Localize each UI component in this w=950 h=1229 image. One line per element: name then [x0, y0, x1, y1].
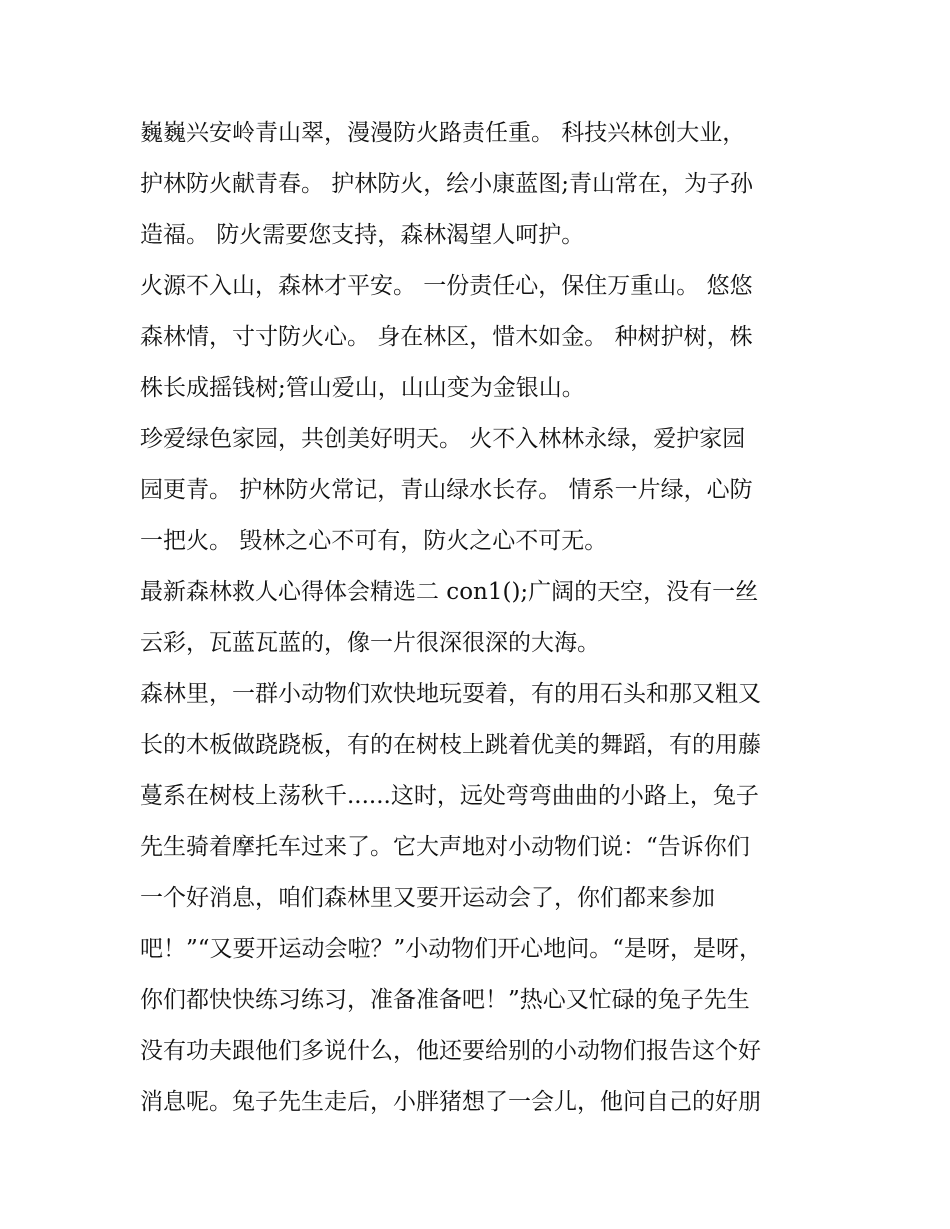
text-line: 珍爱绿色家园，共创美好明天。 火不入林林永绿，爱护家园	[140, 426, 746, 452]
text-line: 你们都快快练习练习，准备准备吧！”热心又忙碌的兔子先生	[140, 987, 750, 1013]
text-line: 吧！”“又要开运动会啦？”小动物们开心地问。“是呀，是呀，	[140, 936, 763, 962]
text-line: 消息呢。兔子先生走后，小胖猪想了一会儿，他问自己的好朋	[140, 1089, 761, 1115]
text-line: 株长成摇钱树;管山爱山，山山变为金银山。	[140, 375, 585, 401]
text-line: 长的木板做跷跷板，有的在树枝上跳着优美的舞蹈，有的用藤	[140, 732, 761, 758]
text-line: 最新森林救人心得体会精选二 con1();广阔的天空，没有一丝	[140, 579, 759, 605]
text-line: 火源不入山，森林才平安。 一份责任心，保住万重山。 悠悠	[140, 273, 753, 299]
text-line: 森林情，寸寸防火心。 身在林区，惜木如金。 种树护树，株	[140, 324, 753, 350]
text-line: 一个好消息，咱们森林里又要开运动会了，你们都来参加	[140, 885, 715, 911]
text-line: 先生骑着摩托车过来了。它大声地对小动物们说：“告诉你们	[140, 834, 750, 860]
text-line: 云彩，瓦蓝瓦蓝的，像一片很深很深的大海。	[140, 630, 600, 656]
text-line: 造福。 防火需要您支持，森林渴望人呵护。	[140, 222, 585, 248]
text-line: 园更青。 护林防火常记，青山绿水长存。 情系一片绿，心防	[140, 477, 753, 503]
text-line: 蔓系在树枝上荡秋千......这时，远处弯弯曲曲的小路上，兔子	[140, 783, 759, 809]
text-line: 没有功夫跟他们多说什么，他还要给别的小动物们报告这个好	[140, 1038, 761, 1064]
body-text	[140, 108, 820, 1128]
text-line: 一把火。 毁林之心不可有，防火之心不可无。	[140, 528, 608, 554]
text-line: 森林里，一群小动物们欢快地玩耍着，有的用石头和那又粗又	[140, 681, 761, 707]
text-line: 巍巍兴安岭青山翠，漫漫防火路责任重。 科技兴林创大业，	[140, 120, 746, 146]
text-line: 护林防火献青春。 护林防火，绘小康蓝图;青山常在，为子孙	[140, 171, 754, 197]
